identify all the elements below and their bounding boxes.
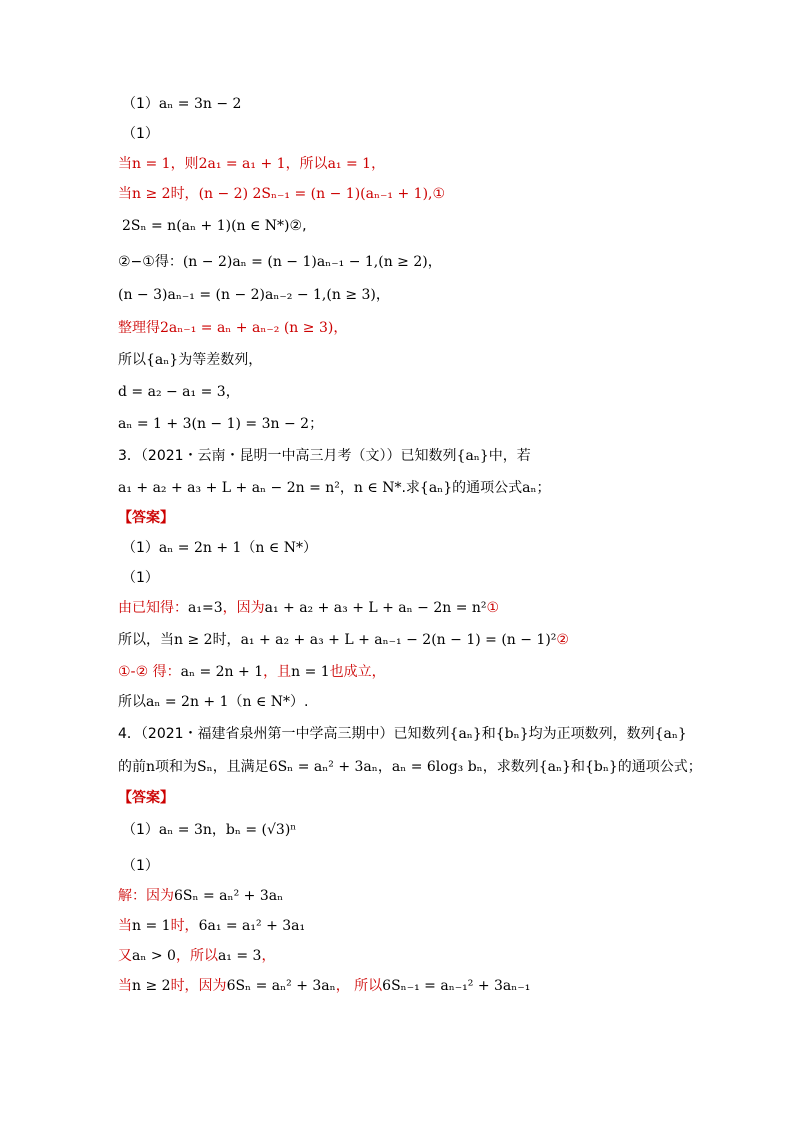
answer-3-line-known: 由已知得：a₁=3，因为a₁ + a₂ + a₃ + L + aₙ − 2n = n²①: [118, 600, 500, 616]
answer-3-line-shift: 所以，当n ≥ 2时，a₁ + a₂ + a₃ + L + aₙ₋₁ − 2(n − 1) = (n − 1)²②: [118, 632, 569, 648]
answer-4-line-n1: 当n = 1时，6a₁ = a₁² + 3a₁: [118, 918, 306, 934]
circled-two: ②: [289, 218, 303, 234]
answer-3-line-final: 所以aₙ = 2n + 1（n ∈ N*）.: [118, 694, 309, 710]
math: aₙ = 3n − 2: [158, 96, 242, 112]
arrange-line: 整理得2aₙ₋₁ = aₙ + aₙ₋₂ (n ≥ 3)，: [118, 320, 348, 336]
answer-heading-3: 【答案】: [118, 510, 174, 526]
subtract-line: ②−①得：(n − 2)aₙ = (n − 1)aₙ₋₁ − 1,(n ≥ 2)，: [118, 254, 442, 270]
answer-3-line-subtract: ①-② 得：aₙ = 2n + 1，且n = 1也成立，: [118, 664, 386, 680]
answer-4-line-given: 解：因为6Sₙ = aₙ² + 3aₙ: [118, 888, 284, 904]
answer-3-line-1: （1）aₙ = 2n + 1（n ∈ N*）: [122, 540, 317, 556]
solution-line-n1: 当n = 1，则2a₁ = a₁ + 1，所以a₁ = 1，: [118, 156, 386, 172]
general-term-line: aₙ = 1 + 3(n − 1) = 3n − 2；: [118, 416, 324, 432]
answer-4-line-1: （1）aₙ = 3n，bₙ = (√3)ⁿ: [122, 822, 297, 838]
shift-line: (n − 3)aₙ₋₁ = (n − 2)aₙ₋₂ − 1,(n ≥ 3)，: [118, 287, 390, 303]
arith-seq-line: 所以{aₙ}为等差数列，: [118, 352, 263, 368]
question-3: 3．（2021・云南・昆明一中高三月考（文））已知数列{aₙ}中，若: [118, 448, 531, 464]
question-4-cont: 的前n项和为Sₙ，且满足6Sₙ = aₙ² + 3aₙ，aₙ = 6log₃ bₙ，求数列{aₙ}和{bₙ}的通项公式；: [118, 759, 702, 775]
answer-line-1: （1）aₙ = 3n − 2: [122, 96, 242, 112]
circled-one: ①: [432, 186, 446, 202]
answer-4-solution-label: （1）: [122, 858, 159, 874]
answer-4-line-a1: 又aₙ > 0，所以a₁ = 3，: [118, 948, 276, 964]
question-3-cont: a₁ + a₂ + a₃ + L + aₙ − 2n = n²，n ∈ N*.求{aₙ}的通项公式aₙ；: [118, 480, 551, 496]
equation-two: 2Sₙ = n(aₙ + 1)(n ∈ N*)②,: [122, 218, 307, 234]
question-4: 4．（2021・福建省泉州第一中学高三期中）已知数列{aₙ}和{bₙ}均为正项数列，数列{aₙ}: [118, 726, 687, 742]
answer-heading-4: 【答案】: [118, 790, 174, 806]
solution-line-n2: 当n ≥ 2时，(n − 2) 2Sₙ₋₁ = (n − 1)(aₙ₋₁ + 1),①: [118, 186, 446, 202]
solution-label: （1）: [122, 126, 159, 142]
answer-4-line-n2: 当n ≥ 2时，因为6Sₙ = aₙ² + 3aₙ， 所以6Sₙ₋₁ = aₙ₋₁² + 3aₙ₋₁: [118, 978, 531, 994]
answer-3-solution-label: （1）: [122, 570, 159, 586]
common-diff-line: d = a₂ − a₁ = 3，: [118, 384, 240, 400]
